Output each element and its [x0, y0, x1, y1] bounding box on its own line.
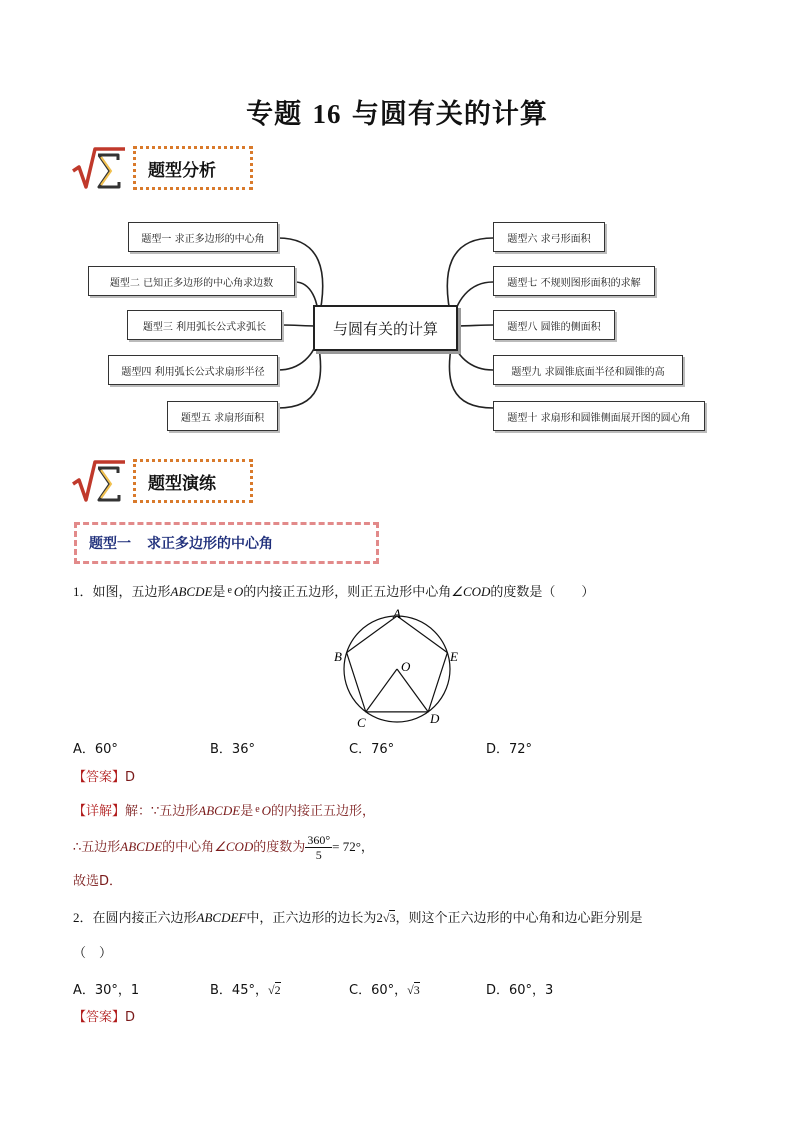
- mindmap-node-label: 题型七 不规则图形面积的求解: [507, 277, 641, 289]
- math-hexagon: ABCDEF: [196, 910, 247, 925]
- mindmap-node-label: 题型四 利用弧长公式求扇形半径: [121, 366, 265, 378]
- mindmap-left-5: [167, 401, 278, 431]
- q-text: ，则这个正六边形的中心角和边心距分别是: [395, 911, 643, 926]
- question-number: 2．: [73, 910, 93, 925]
- answer-value: D: [125, 1010, 136, 1025]
- math-pentagon: ABCDE: [170, 584, 213, 599]
- title-text: 与圆有关的计算: [351, 99, 548, 130]
- mindmap-left-4: [108, 355, 278, 385]
- q1-detail-line-3: 故选D．: [73, 874, 123, 889]
- mindmap-node-label: 题型三 利用弧长公式求弧长: [142, 321, 267, 333]
- math-pentagon: ABCDE: [120, 839, 163, 854]
- math-o: O: [233, 584, 244, 599]
- question-2-paren: （ ）: [73, 946, 113, 961]
- detail-result: = 72°，: [332, 839, 374, 854]
- title-number: 16: [312, 99, 342, 129]
- q2-option-a: A．30°，1: [73, 983, 140, 998]
- circle-symbol: e: [227, 585, 232, 596]
- title-prefix: 专题: [246, 99, 303, 130]
- mindmap-left-1: [128, 222, 278, 252]
- radicand: 2: [274, 983, 281, 997]
- sqrt-expression: √3: [382, 911, 396, 925]
- detail-text: ∴五边形: [73, 840, 121, 855]
- page-title: [0, 92, 794, 131]
- q-text: 的内接正五边形，则正五边形中心角: [243, 585, 452, 600]
- section-label: 题型分析: [148, 160, 216, 181]
- fraction-numerator: 360°: [307, 833, 331, 847]
- section-label: 题型演练: [148, 473, 216, 494]
- q-text: 在圆内接正六边形: [92, 911, 197, 926]
- detail-text: 的度数为: [253, 840, 306, 855]
- topic-label: 题型一: [89, 536, 131, 552]
- detail-text: 的内接正五边形，: [271, 804, 376, 819]
- mindmap-right-2: [493, 266, 655, 296]
- circle-symbol: e: [255, 804, 260, 815]
- radicand: 3: [413, 983, 420, 997]
- detail-text: 解：∵五边形: [125, 804, 199, 819]
- fraction-denominator: 5: [315, 848, 322, 862]
- detail-label: 【详解】: [73, 804, 126, 819]
- mindmap-node-label: 题型五 求扇形面积: [180, 412, 265, 424]
- q1-option-d: D．72°: [486, 742, 533, 757]
- answer-label: 【答案】: [73, 1010, 126, 1025]
- pentagon-figure: [330, 603, 464, 733]
- q2-option-d: D．60°，3: [486, 983, 554, 998]
- math-pentagon: ABCDE: [198, 803, 241, 818]
- mindmap-node-label: 题型十 求扇形和圆锥侧面展开图的圆心角: [507, 412, 691, 424]
- q-text: 中，正六边形的边长为: [246, 911, 377, 926]
- sqrt-sigma-icon: [70, 458, 128, 506]
- mindmap-node-label: 题型六 求弓形面积: [507, 233, 591, 245]
- mindmap-left-3: [127, 310, 282, 340]
- detail-text: 是: [240, 804, 254, 819]
- sqrt-expression: √3: [407, 983, 420, 997]
- section-header-analysis: [133, 146, 253, 190]
- mindmap-node-label: 题型一 求正多边形的中心角: [141, 233, 265, 245]
- option-text: B．45°，: [210, 983, 268, 998]
- fraction-360-over-5: [305, 833, 332, 862]
- q1-detail-line-1: [73, 800, 375, 822]
- section-header-practice: [133, 459, 253, 503]
- sqrt-sigma-icon: [70, 145, 128, 193]
- label-c: C: [357, 715, 366, 730]
- topic-title: 求正多边形的中心角: [147, 536, 273, 552]
- radicand: 3: [389, 911, 396, 925]
- question-number: 1．: [73, 584, 93, 599]
- label-b: B: [334, 649, 342, 664]
- math-angle: ∠COD: [214, 839, 254, 854]
- q1-answer: [73, 768, 135, 788]
- q1-detail-line-2: [73, 832, 374, 863]
- q1-option-a: A．60°: [73, 742, 118, 757]
- mindmap-node-label: 题型二 已知正多边形的中心角求边数: [109, 277, 274, 289]
- sqrt-expression: √2: [267, 983, 281, 997]
- detail-text: 的中心角: [162, 840, 215, 855]
- label-o: O: [401, 659, 411, 674]
- label-a: A: [393, 606, 401, 621]
- mindmap-right-1: [493, 222, 605, 252]
- label-d: D: [430, 711, 440, 726]
- math-angle: ∠COD: [451, 584, 491, 599]
- mindmap-node-label: 题型九 求圆锥底面半径和圆锥的高: [511, 366, 665, 378]
- question-2-stem: [73, 908, 642, 929]
- question-1-stem: [73, 581, 594, 603]
- math-coef: 2: [376, 910, 383, 925]
- q2-option-b: [210, 979, 281, 998]
- q2-option-c: [349, 979, 420, 998]
- mindmap-right-5: [493, 401, 705, 431]
- q2-answer: [73, 1008, 135, 1028]
- option-text: C．60°，: [349, 983, 408, 998]
- q-text: 如图，五边形: [92, 585, 171, 600]
- q-text: 的度数是（ ）: [490, 585, 595, 600]
- mindmap-right-4: [493, 355, 683, 385]
- q-text: 是: [212, 585, 226, 600]
- mindmap-node-label: 题型八 圆锥的侧面积: [507, 321, 601, 333]
- mindmap-right-3: [493, 310, 615, 340]
- mindmap-center: [313, 305, 458, 351]
- answer-label: 【答案】: [73, 770, 126, 785]
- mindmap-left-2: [88, 266, 295, 296]
- math-o: O: [261, 803, 272, 818]
- label-e: E: [450, 649, 458, 664]
- mindmap-center-label: 与圆有关的计算: [332, 319, 438, 338]
- answer-value: D: [125, 770, 136, 785]
- q1-option-b: B．36°: [210, 742, 255, 757]
- q1-option-c: C．76°: [349, 742, 395, 757]
- topic-header-1: [74, 522, 379, 564]
